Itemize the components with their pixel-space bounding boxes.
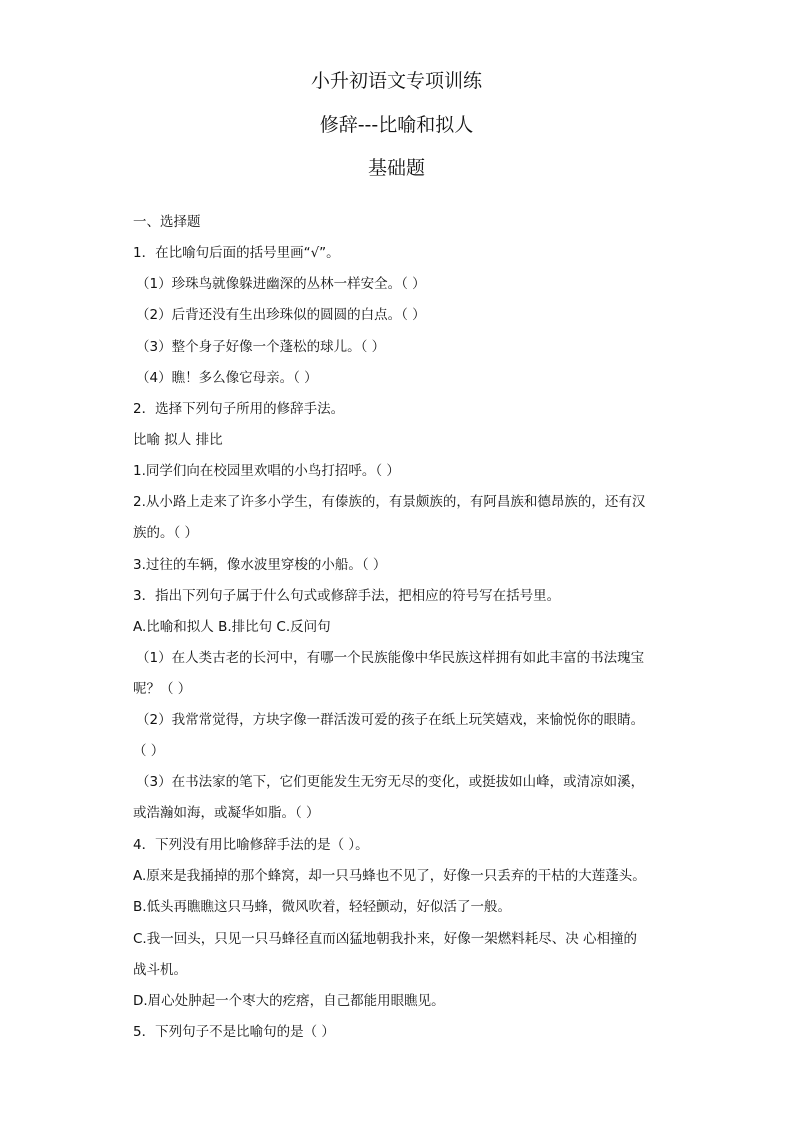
question-4-prompt: 4．下列没有用比喻修辞手法的是（ ）。 (133, 837, 369, 853)
difficulty-level: 基础题 (367, 157, 425, 179)
question-4-option-d: D.眉心处肿起一个枣大的疙瘩，自己都能用眼瞧见。 (133, 993, 445, 1009)
question-2-item-2-cont: 族的。（ ） (133, 525, 199, 541)
worksheet-title: 小升初语文专项训练 (310, 70, 482, 92)
question-3-item-2-cont: （ ） (133, 743, 165, 759)
question-1-item-2: （2）后背还没有生出珍珠似的圆圆的白点。（ ） (136, 307, 426, 323)
question-2-item-1: 1.同学们向在校园里欢唱的小鸟打招呼。（ ） (133, 463, 400, 479)
question-5-prompt: 5．下列句子不是比喻句的是（ ） (133, 1024, 335, 1040)
section-heading: 一、选择题 (133, 214, 201, 230)
question-3-prompt: 3．指出下列句子属于什么句式或修辞手法，把相应的符号写在括号里。 (133, 588, 561, 604)
question-1-item-4: （4）瞧！多么像它母亲。（ ） (136, 370, 318, 386)
question-1-prompt: 1．在比喻句后面的括号里画“√”。 (133, 245, 340, 261)
question-3-item-2: （2）我常常觉得，方块字像一群活泼可爱的孩子在纸上玩笑嬉戏，来愉悦你的眼睛。 (136, 712, 645, 728)
question-3-item-1-cont: 呢？（ ） (133, 681, 192, 697)
question-2-item-2: 2.从小路上走来了许多小学生，有傣族的，有景颇族的，有阿昌族和德昂族的，还有汉 (133, 494, 646, 510)
question-2-prompt: 2．选择下列句子所用的修辞手法。 (133, 401, 345, 417)
question-1-item-3: （3）整个身子好像一个蓬松的球儿。（ ） (136, 339, 386, 355)
question-1-item-1: （1）珍珠鸟就像躲进幽深的丛林一样安全。（ ） (136, 276, 426, 292)
question-3-item-3-cont: 或浩瀚如海，或凝华如脂。（ ） (133, 805, 320, 821)
question-4-option-a: A.原来是我捅掉的那个蜂窝，却一只马蜂也不见了，好像一只丢弃的干枯的大莲蓬头。 (133, 868, 646, 884)
question-2-options: 比喻 拟人 排比 (133, 432, 223, 448)
worksheet-subtitle: 修辞---比喻和拟人 (319, 114, 474, 136)
question-3-item-1: （1）在人类古老的长河中，有哪一个民族能像中华民族这样拥有如此丰富的书法瑰宝 (136, 650, 645, 666)
question-4-option-c: C.我一回头，只见一只马蜂径直而凶猛地朝我扑来，好像一架燃料耗尽、决 心相撞的 (133, 931, 638, 947)
question-4-option-b: B.低头再瞧瞧这只马蜂，微风吹着，轻轻颤动，好似活了一般。 (133, 899, 512, 915)
question-2-item-3: 3.过往的车辆，像水波里穿梭的小船。（ ） (133, 557, 387, 573)
question-4-option-c-cont: 战斗机。 (133, 962, 187, 978)
question-3-item-3: （3）在书法家的笔下，它们更能发生无穷无尽的变化，或挺拔如山峰，或清凉如溪， (136, 774, 645, 790)
question-3-options: A.比喻和拟人 B.排比句 C.反问句 (133, 619, 331, 635)
